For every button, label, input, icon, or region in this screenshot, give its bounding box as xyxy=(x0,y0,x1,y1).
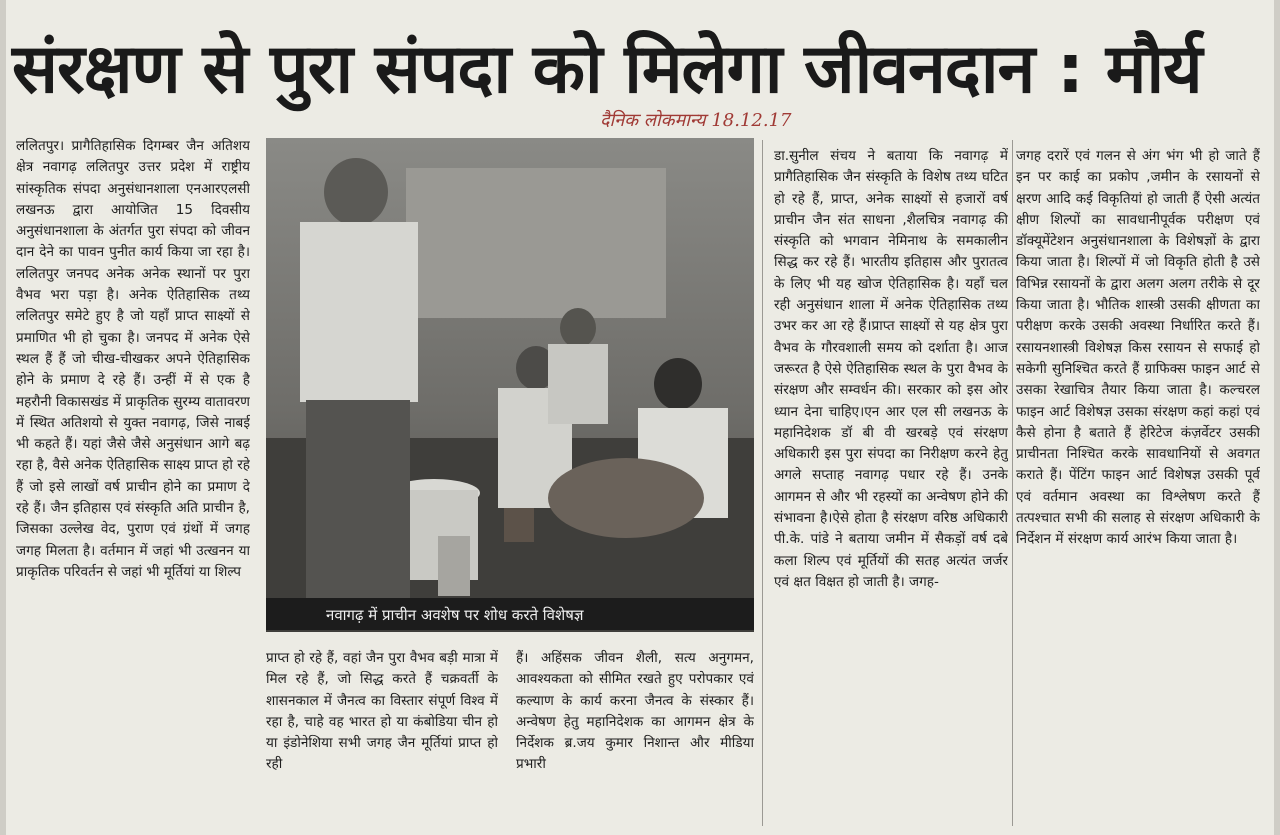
column-divider xyxy=(762,140,763,826)
photo-caption-bar xyxy=(266,598,754,630)
photo-illustration xyxy=(266,138,754,632)
article-column-3: हैं। अहिंसक जीवन शैली, सत्य अनुगमन, आवश्यकता को सीमित रखते हुए परोपकार एवं कल्याण के कार्य करना जैनत्व के संस्कार हैं। अन्वेषण हेतु महानिदेशक का आगमन क्षेत्र के निर्देशक ब्र.जय कुमार निशान्त और मीडिया प्रभारी xyxy=(516,650,754,773)
photo-caption: नवागढ़ में प्राचीन अवशेष पर शोध करते विशेषज्ञ xyxy=(326,606,584,624)
news-photo xyxy=(266,138,754,632)
article-column-5: जगह दरारें एवं गलन से अंग भंग भी हो जाते हैं इन पर काई का प्रकोप ,जमीन के रसायनों से क्षरण आदि कई विकृतियां हो जाती हैं ऐसी अत्यंत क्षीण शिल्पों का सावधानीपूर्वक परीक्षण एवं डॉक्यूमेंटेशन अनुसंधानशाला के विशेषज्ञों के द्वारा किया जाता है। शिल्पों में जो विकृति होती है उसे विभिन्न रसायनों के द्वारा अलग अलग तरीके से दूर किया जाता है। भौतिक शास्त्री उसकी क्षीणता का परीक्षण करके उसकी अवस्था निर्धारित करते हैं। रसायनशास्त्री विशेषज्ञ किस रसायन से सफाई हो सकेगी सुनिश्चित करते हैं ग्राफिक्स फाइन आर्ट से उसका रेखाचित्र तैयार किया जाता है। कल्चरल फाइन आर्ट विशेषज्ञ उसका संरक्षण कहां कहां एवं कैसे होना है बताते हैं हेरिटेज कंज़र्वेटर उसकी प्राचीनता निश्चित करके सावधानियों से अवगत कराते हैं। पेंटिंग फाइन आर्ट विशेषज्ञ उसकी पूर्व एवं वर्तमान अवस्था का विश्लेषण करते हैं तत्पश्चात सभी की सलाह से संरक्षण अधिकारी के निर्देशन में संरक्षण कार्य आरंभ किया जाता है। xyxy=(1016,148,1260,548)
handwritten-annotation: दैनिक लोकमान्य 18.12.17 xyxy=(600,110,792,131)
article-column-4: डा.सुनील संचय ने बताया कि नवागढ़ में प्रागैतिहासिक जैन संस्कृति के विशेष तथ्य घटित हो रहे हैं, प्राप्त, अनेक साक्ष्यों से हजारों वर्ष प्राचीन जैन संत साधना ,शैलचित्र नवागढ़ की संस्कृति को भगवान नेमिनाथ के समकालीन सिद्ध कर रहे हैं। भारतीय इतिहास और पुरातत्व के लिए भी यह खोज ऐतिहासिक है। यहाँ चल रही अनुसंधान शाला में अनेक ऐतिहासिक तथ्य उभर कर आ रहे हैं।प्राप्त साक्ष्यों से यह क्षेत्र पुरा वैभव के गौरवशाली समय को दर्शाता है। आज जरूरत है ऐसे ऐतिहासिक स्थल के पुरा वैभव के संरक्षण और सम्वर्धन की। सरकार को इस ओर ध्यान देना चाहिए।एन आर एल सी लखनऊ के महानिदेशक डॉ बी वी खरबड़े एवं संरक्षण अधिकारी इस पुरा संपदा का निरीक्षण करने हेतु अगले सप्ताह नवागढ़ पधार रहे हैं। उनके आगमन से और भी रहस्यों का अन्वेषण होने की संभावना है।ऐसे होता है संरक्षण वरिष्ठ अधिकारी पी.के. पांडे ने बताया जमीन में सैकड़ों वर्ष दबे कला शिल्प एवं मूर्तियों की सतह अत्यंत जर्जर एवं क्षत विक्षत हो जाती है। जगह- xyxy=(774,148,1008,590)
article-column-2: प्राप्त हो रहे हैं, वहां जैन पुरा वैभव बड़ी मात्रा में मिल रहे हैं, जो सिद्ध करते हैं चक्रवर्ती के शासनकाल में जैनत्व का विस्तार संपूर्ण विश्व में रहा है, चाहे वह भारत हो या कंबोडिया चीन हो या इंडोनेशिया सभी जगह जैन मूर्तियां प्राप्त हो रही xyxy=(266,650,498,773)
column-divider xyxy=(1012,140,1013,826)
headline: संरक्षण से पुरा संपदा को मिलेगा जीवनदान : मौर्य xyxy=(12,30,1202,109)
article-column-1: ललितपुर। प्रागैतिहासिक दिगम्बर जैन अतिशय क्षेत्र नवागढ़ ललितपुर उत्तर प्रदेश में राष्ट्रीय सांस्कृतिक संपदा अनुसंधानशाला एनआरएलसी लखनऊ द्वारा आयोजित 15 दिवसीय अनुसंधानशाला के अंतर्गत पुरा संपदा को जीवन दान देने का पावन पुनीत कार्य किया जा रहा है। ललितपुर जनपद अनेक अनेक स्थानों पर पुरा वैभव भरा पड़ा है। अनेक ऐतिहासिक तथ्य ललितपुर समेटे हुए है जो यहाँ प्राप्त साक्ष्यों से प्रमाणित भी हो चुका है। जनपद में अनेक ऐसे स्थल हैं हैं जो चीख-चीखकर अपने ऐतिहासिक होने के प्रमाण दे रहे हैं। उन्हीं में से एक है महरौनी विकासखंड में प्राकृतिक सुरम्य वातावरण में स्थित अतिशयो से युक्त नवागढ़, जिसे नाबई भी कहते हैं। यहां जैसे जैसे अनुसंधान आगे बढ़ रहा है, वैसे अनेक ऐतिहासिक साक्ष्य प्राप्त हो रहे हैं जो इसे लाखों वर्ष प्राचीन होने का प्रमाण दे रहे हैं। जैन इतिहास एवं संस्कृति अति प्राचीन है, जिसका उल्लेख वेद, पुराण एवं ग्रंथों में जगह जगह मिलता है। वर्तमान में जहां भी उत्खनन या प्राकृतिक परिवर्तन से जहां भी मूर्तियां या शिल्प xyxy=(16,138,250,580)
